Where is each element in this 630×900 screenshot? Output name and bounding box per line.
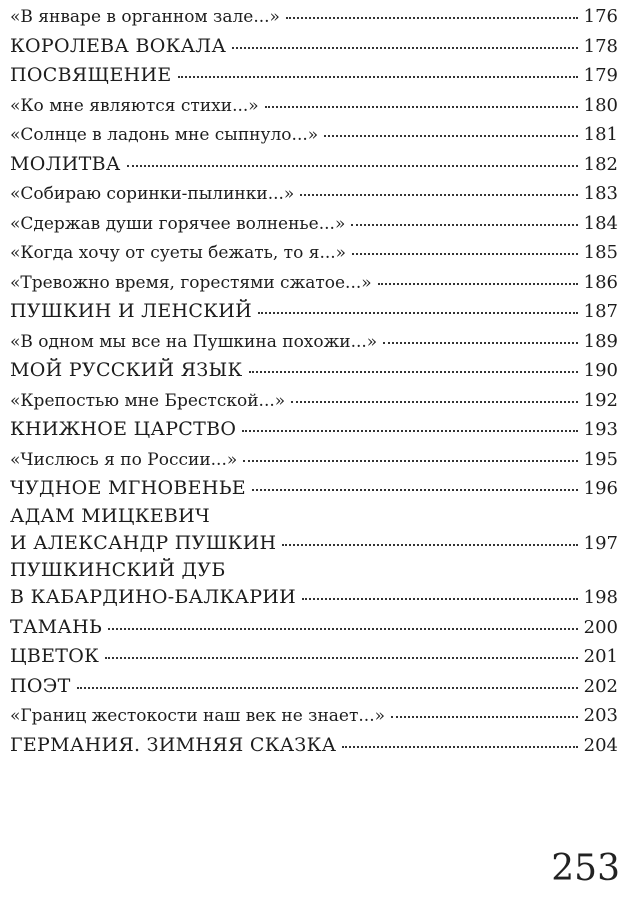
toc-entry-page: 178 [583, 35, 618, 57]
toc-entry [10, 731, 618, 761]
toc-entry [10, 672, 618, 702]
toc-entry [10, 529, 618, 559]
toc-entry-page: 202 [583, 675, 618, 697]
leader-dots [302, 597, 578, 600]
leader-dots [342, 745, 577, 748]
toc-entry-page: 179 [583, 65, 618, 86]
leader-dots [249, 370, 578, 373]
toc-entry [10, 150, 618, 180]
leader-dots [391, 715, 578, 718]
toc-entry-page: 186 [583, 271, 618, 293]
toc-entry-title: «Тревожно время, горестями сжатое...» [10, 272, 372, 293]
leader-dots [77, 686, 578, 689]
toc-entry-page: 189 [583, 330, 618, 352]
toc-entry [10, 701, 618, 731]
toc-entry [10, 297, 618, 327]
toc-entry [10, 474, 618, 504]
toc-entry [10, 238, 618, 268]
toc-entry-page: 181 [583, 124, 618, 145]
table-of-contents [10, 2, 618, 760]
toc-entry-page: 185 [583, 242, 618, 263]
toc-entry-page: 180 [583, 94, 618, 116]
leader-dots [378, 282, 578, 285]
toc-entry-page: 201 [583, 646, 618, 667]
toc-entry-title: МОЛИТВА [10, 152, 121, 175]
toc-entry-title: «В январе в органном зале...» [10, 7, 280, 27]
toc-entry-title: И АЛЕКСАНДР ПУШКИН [10, 531, 277, 554]
toc-entry [10, 386, 618, 416]
toc-entry-title: В КАБАРДИНО-БАЛКАРИИ [10, 586, 297, 608]
toc-entry-title: «Числюсь я по России...» [10, 449, 238, 470]
toc-entry [10, 415, 618, 445]
leader-dots [291, 400, 577, 403]
toc-entry-page: 196 [583, 478, 618, 499]
toc-entry-page: 197 [583, 532, 618, 554]
toc-entry-title: «Сдержав души горячее волненье...» [10, 213, 346, 234]
toc-entry [10, 356, 618, 386]
toc-entry-title: ГЕРМАНИЯ. ЗИМНЯЯ СКАЗКА [10, 733, 337, 756]
toc-entry [10, 179, 618, 209]
toc-entry-title: КНИЖНОЕ ЦАРСТВО [10, 418, 237, 440]
leader-dots [243, 459, 577, 462]
toc-entry [10, 209, 618, 239]
leader-dots [324, 134, 577, 137]
toc-entry-title: ПОСВЯЩЕНИЕ [10, 64, 172, 86]
toc-entry [10, 613, 618, 643]
leader-dots [383, 341, 577, 344]
toc-entry [10, 327, 618, 357]
toc-entry-page: 204 [583, 734, 618, 756]
leader-dots [265, 105, 578, 108]
toc-entry [10, 2, 618, 32]
leader-dots [242, 429, 577, 432]
toc-entry-page: 198 [583, 587, 618, 608]
toc-entry-page: 193 [583, 419, 618, 440]
toc-entry [10, 61, 618, 91]
toc-entry [10, 583, 618, 613]
leader-dots [127, 164, 578, 167]
toc-entry-title: ЦВЕТОК [10, 645, 100, 667]
toc-entry [10, 268, 618, 298]
toc-entry-page: 192 [583, 389, 618, 411]
toc-entry-title: МОЙ РУССКИЙ ЯЗЫК [10, 359, 243, 381]
toc-entry-title: «В одном мы все на Пушкина похожи...» [10, 331, 378, 352]
toc-entry-page: 187 [583, 301, 618, 322]
toc-entry-title: КОРОЛЕВА ВОКАЛА [10, 34, 227, 57]
toc-entry-title: ПУШКИНСКИЙ ДУБ [10, 559, 226, 581]
toc-entry [10, 120, 618, 150]
toc-entry-page: 183 [583, 183, 618, 204]
toc-entry-first-line [10, 504, 618, 529]
page-number: 253 [551, 848, 620, 889]
toc-entry-title: «Когда хочу от суеты бежать, то я...» [10, 243, 347, 263]
toc-entry-title: «Ко мне являются стихи...» [10, 95, 259, 116]
toc-entry-title: ПОЭТ [10, 674, 71, 697]
toc-entry-page: 182 [583, 153, 618, 175]
toc-entry-title: ЧУДНОЕ МГНОВЕНЬЕ [10, 477, 246, 499]
toc-entry-page: 203 [583, 705, 618, 726]
leader-dots [178, 75, 578, 78]
toc-entry-title: «Крепостью мне Брестской...» [10, 390, 286, 411]
toc-entry-first-line [10, 558, 618, 583]
toc-entry-title: АДАМ МИЦКЕВИЧ [10, 504, 211, 527]
toc-entry-page: 190 [583, 360, 618, 381]
leader-dots [351, 223, 577, 226]
toc-entry-page: 176 [583, 6, 618, 27]
leader-dots [282, 543, 577, 546]
leader-dots [286, 16, 578, 19]
toc-entry [10, 32, 618, 62]
leader-dots [300, 193, 577, 196]
leader-dots [105, 656, 577, 659]
leader-dots [258, 311, 578, 314]
leader-dots [232, 46, 578, 49]
leader-dots [352, 252, 578, 255]
toc-entry [10, 445, 618, 475]
toc-entry-title: ПУШКИН И ЛЕНСКИЙ [10, 300, 252, 322]
toc-entry-page: 184 [583, 212, 618, 234]
leader-dots [252, 488, 578, 491]
toc-entry-title: «Собираю соринки-пылинки...» [10, 184, 295, 204]
toc-entry-page: 195 [583, 448, 618, 470]
toc-entry [10, 91, 618, 121]
toc-entry-title: ТАМАНЬ [10, 615, 103, 638]
toc-entry-page: 200 [583, 616, 618, 638]
toc-entry-title: «Границ жестокости наш век не знает...» [10, 706, 385, 726]
toc-entry [10, 642, 618, 672]
toc-entry-title: «Солнце в ладонь мне сыпнуло...» [10, 125, 319, 145]
leader-dots [108, 627, 578, 630]
